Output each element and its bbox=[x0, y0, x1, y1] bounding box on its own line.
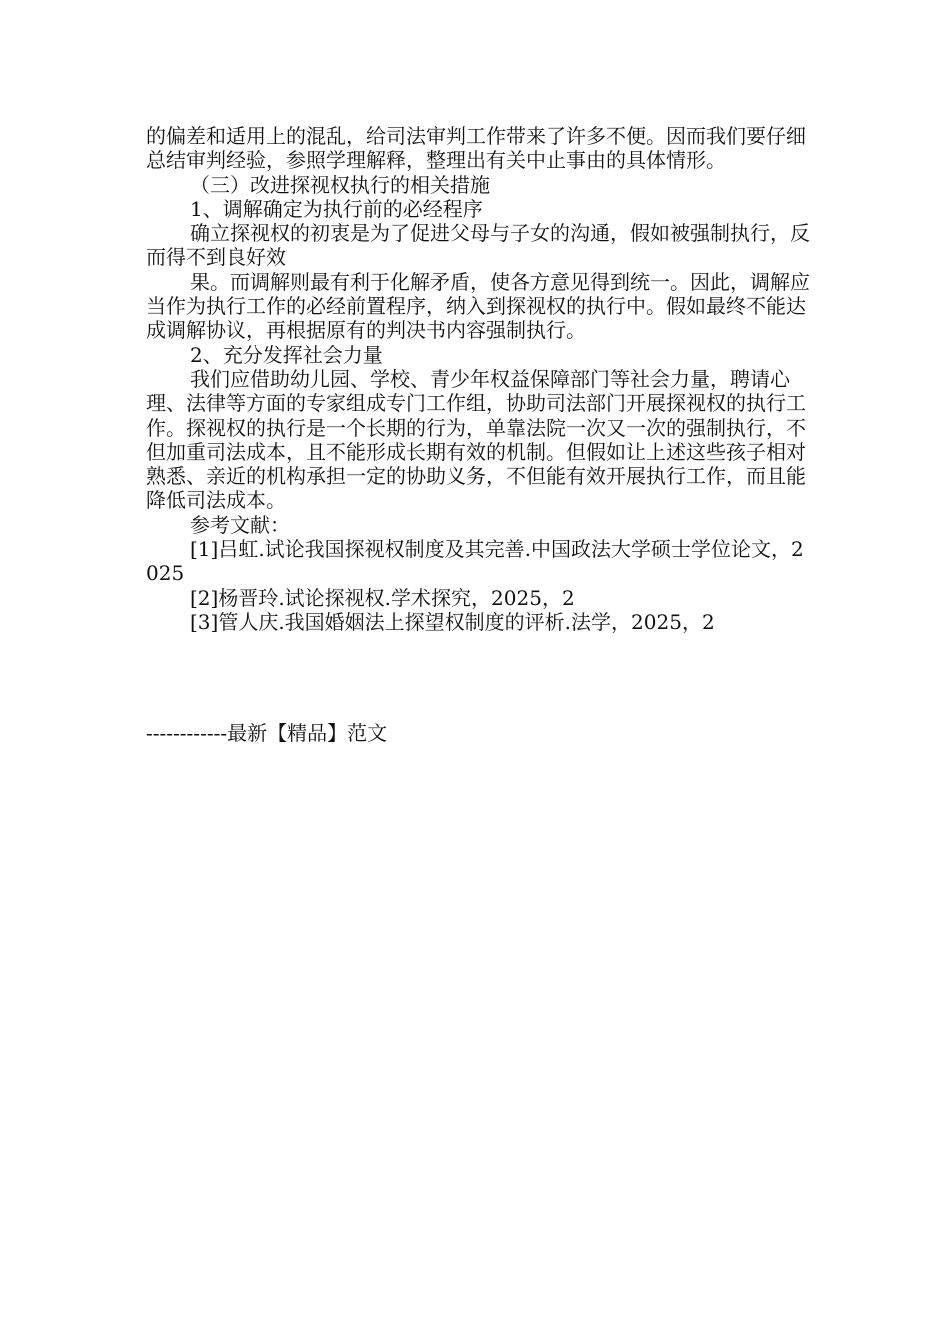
subsection-heading-1: 1、调解确定为执行前的必经程序 bbox=[190, 196, 483, 221]
footer-text: ------------最新【精品】范文 bbox=[146, 721, 388, 745]
reference-item: [3]管人庆.我国婚姻法上探望权制度的评析.法学，2025，2 bbox=[190, 609, 715, 634]
paragraph: 我们应借助幼儿园、学校、青少年权益保障部门等社会力量，聘请心理、法律等方面的专家组成专门工作组，协助司法部门开展探视权的执行工作。探视权的执行是一个长期的行为，单靠法院一次又一次的强制执行，不但加重司法成本，且不能形成长期有效的机制。但假如让上述这些孩子相对熟悉、亲近的机构承担一定的协助义务，不但能有效开展执行工作，而且能降低司法成本。 bbox=[146, 366, 806, 513]
paragraph: 果。而调解则最有利于化解矛盾，使各方意见得到统一。因此，调解应当作为执行工作的必经前置程序，纳入到探视权的执行中。假如最终不能达成调解协议，再根据原有的判决书内容强制执行。 bbox=[146, 269, 810, 343]
subsection-heading-2: 2、充分发挥社会力量 bbox=[190, 342, 383, 367]
reference-item: [2]杨晋玲.试论探视权.学术探究，2025，2 bbox=[190, 585, 575, 610]
paragraph-continuation: 的偏差和适用上的混乱，给司法审判工作带来了许多不便。因而我们要仔细总结审判经验，参照学理解释，整理出有关中止事由的具体情形。 bbox=[146, 124, 806, 173]
paragraph: 确立探视权的初衷是为了促进父母与子女的沟通，假如被强制执行，反而得不到良好效 bbox=[146, 221, 810, 270]
section-heading: （三）改进探视权执行的相关措施 bbox=[190, 172, 490, 197]
document-body bbox=[146, 124, 816, 634]
references-heading: 参考文献： bbox=[190, 512, 290, 537]
reference-item: [1]吕虹.试论我国探视权制度及其完善.中国政法大学硕士学位论文，2025 bbox=[146, 537, 804, 586]
